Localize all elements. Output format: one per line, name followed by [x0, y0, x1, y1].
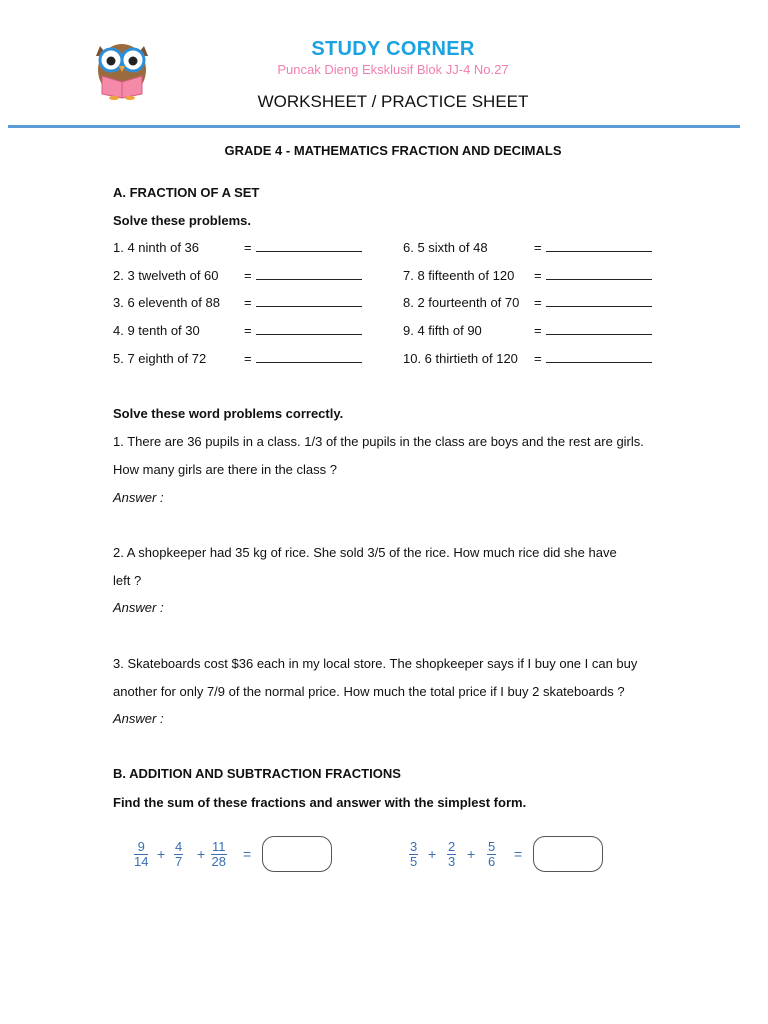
fraction-9-14: $\frac{9}{14}$ [134, 839, 149, 869]
answer-box-1[interactable] [262, 836, 332, 872]
problem-5: 5. 7 eighth of 72 [113, 351, 207, 366]
problem-10: 10. 6 thirtieth of 120 [403, 351, 518, 366]
word-problem-2-line-1: 2. A shopkeeper had 35 kg of rice. She sold 3/5 of the rice. How much rice did she have [113, 545, 617, 560]
word-problem-1-line-1: 1. There are 36 pupils in a class. 1/3 of the pupils in the class are boys and the rest are girls. [113, 434, 644, 449]
header-divider [8, 125, 740, 128]
word-problem-2-answer[interactable]: Answer : [113, 600, 164, 615]
section-b-heading: B. ADDITION AND SUBTRACTION FRACTIONS [113, 766, 401, 781]
problem-7: 7. 8 fifteenth of 120 [403, 268, 515, 283]
word-problem-2-line-2: left ? [113, 573, 142, 588]
section-b-instruction: Find the sum of these fractions and answer with the simplest form. [113, 795, 527, 810]
problem-9: 9. 4 fifth of 90 [403, 323, 482, 338]
answer-line-3[interactable]: = [244, 295, 362, 310]
answer-line-8[interactable]: = [534, 295, 652, 310]
equals-sign: = [514, 846, 523, 862]
equals-sign: = [243, 846, 252, 862]
answer-box-2[interactable] [533, 836, 603, 872]
word-problem-3-line-2: another for only 7/9 of the normal price. How much the total price if I buy 2 skateboards ? [113, 684, 625, 699]
plus-sign: + [197, 846, 206, 862]
brand-title: STUDY CORNER [311, 38, 475, 60]
fraction-4-7: $\frac{4}{7}$ [175, 839, 183, 869]
answer-line-5[interactable]: = [244, 351, 362, 366]
plus-sign: + [428, 846, 437, 862]
problem-8: 8. 2 fourteenth of 70 [403, 295, 520, 310]
word-problem-1-line-2: How many girls are there in the class ? [113, 462, 337, 477]
problem-2: 2. 3 twelveth of 60 [113, 268, 219, 283]
word-problem-3-line-1: 3. Skateboards cost $36 each in my local store. The shopkeeper says if I buy one I can buy [113, 656, 638, 671]
plus-sign: + [467, 846, 476, 862]
answer-line-6[interactable]: = [534, 240, 652, 255]
answer-line-7[interactable]: = [534, 268, 652, 283]
word-problem-1-answer[interactable]: Answer : [113, 490, 164, 505]
word-problem-3-answer[interactable]: Answer : [113, 711, 164, 726]
section-a-heading: A. FRACTION OF A SET [113, 185, 260, 200]
document-title: WORKSHEET / PRACTICE SHEET [257, 92, 529, 111]
answer-line-9[interactable]: = [534, 323, 652, 338]
fraction-5-6: $\frac{5}{6}$ [488, 839, 496, 869]
problem-6: 6. 5 sixth of 48 [403, 240, 488, 255]
word-problems-instruction: Solve these word problems correctly. [113, 406, 344, 421]
plus-sign: + [157, 846, 166, 862]
brand-address: Puncak Dieng Eksklusif Blok JJ-4 No.27 [277, 62, 509, 77]
problem-4: 4. 9 tenth of 30 [113, 323, 200, 338]
fraction-3-5: $\frac{3}{5}$ [410, 839, 418, 869]
problem-3: 3. 6 eleventh of 88 [113, 295, 220, 310]
section-a-instruction: Solve these problems. [113, 213, 251, 228]
grade-title: GRADE 4 - MATHEMATICS FRACTION AND DECIMALS [224, 143, 562, 158]
fraction-11-28: $\frac{11}{28}$ [211, 839, 226, 869]
answer-line-4[interactable]: = [244, 323, 362, 338]
answer-line-2[interactable]: = [244, 268, 362, 283]
fraction-2-3: $\frac{2}{3}$ [448, 839, 456, 869]
answer-line-1[interactable]: = [244, 240, 362, 255]
problem-1: 1. 4 ninth of 36 [113, 240, 200, 255]
answer-line-10[interactable]: = [534, 351, 652, 366]
